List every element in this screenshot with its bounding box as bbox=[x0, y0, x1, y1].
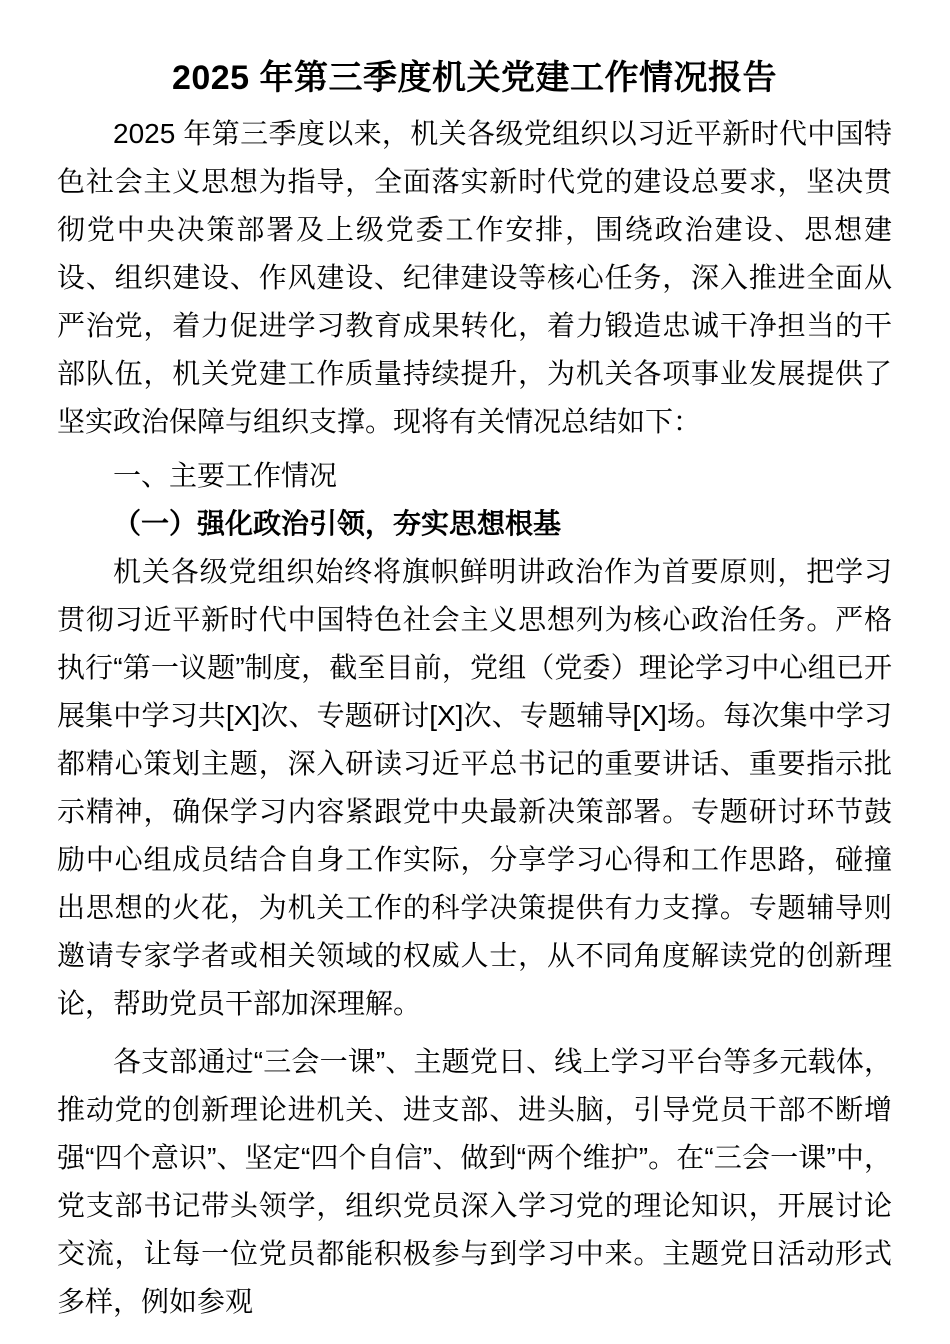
section-heading-main-work: 一、主要工作情况 bbox=[113, 460, 338, 491]
subsection-heading-political-guidance: （一）强化政治引领，夯实思想根基 bbox=[113, 508, 562, 539]
spacer bbox=[57, 1028, 892, 1038]
body-paragraph-political-guidance: 机关各级党组织始终将旗帜鲜明讲政治作为首要原则，把学习贯彻习近平新时代中国特色社会主义思想列为核心政治任务。严格执行“第一议题”制度，截至目前，党组（党委）理论学习中心组已开展集中学习共[X]次、专题研讨[X]次、专题辅导[X]场。每次集中学习都精心策划主题，深入研读习近平总书记的重要讲话、重要指示批示精神，确保学习内容紧跟党中央最新决策部署。专题研讨环节鼓励中心组成员结合自身工作实际，分享学习心得和工作思路，碰撞出思想的火花，为机关工作的科学决策提供有力支撑。专题辅导则邀请专家学者或相关领域的权威人士，从不同角度解读党的创新理论，帮助党员干部加深理解。 bbox=[57, 556, 892, 1019]
intro-paragraph: 2025 年第三季度以来，机关各级党组织以习近平新时代中国特色社会主义思想为指导，全面落实新时代党的建设总要求，坚决贯彻党中央决策部署及上级党委工作安排，围绕政治建设、思想建设、组织建设、作风建设、纪律建设等核心任务，深入推进全面从严治党，着力促进学习教育成果转化，着力锻造忠诚干净担当的干部队伍，机关党建工作质量持续提升，为机关各项事业发展提供了坚实政治保障与组织支撑。现将有关情况总结如下： bbox=[57, 118, 892, 437]
page-title: 2025 年第三季度机关党建工作情况报告 bbox=[171, 59, 778, 97]
body-paragraph-branch-activities: 各支部通过“三会一课”、主题党日、线上学习平台等多元载体，推动党的创新理论进机关、进支部、进头脑，引导党员干部不断增强“四个意识”、坚定“四个自信”、做到“两个维护”。在“三会一课”中，党支部书记带头领学，组织党员深入学习党的理论知识，开展讨论交流，让每一位党员都能积极参与到学习中来。主题党日活动形式多样，例如参观 bbox=[57, 1046, 892, 1317]
